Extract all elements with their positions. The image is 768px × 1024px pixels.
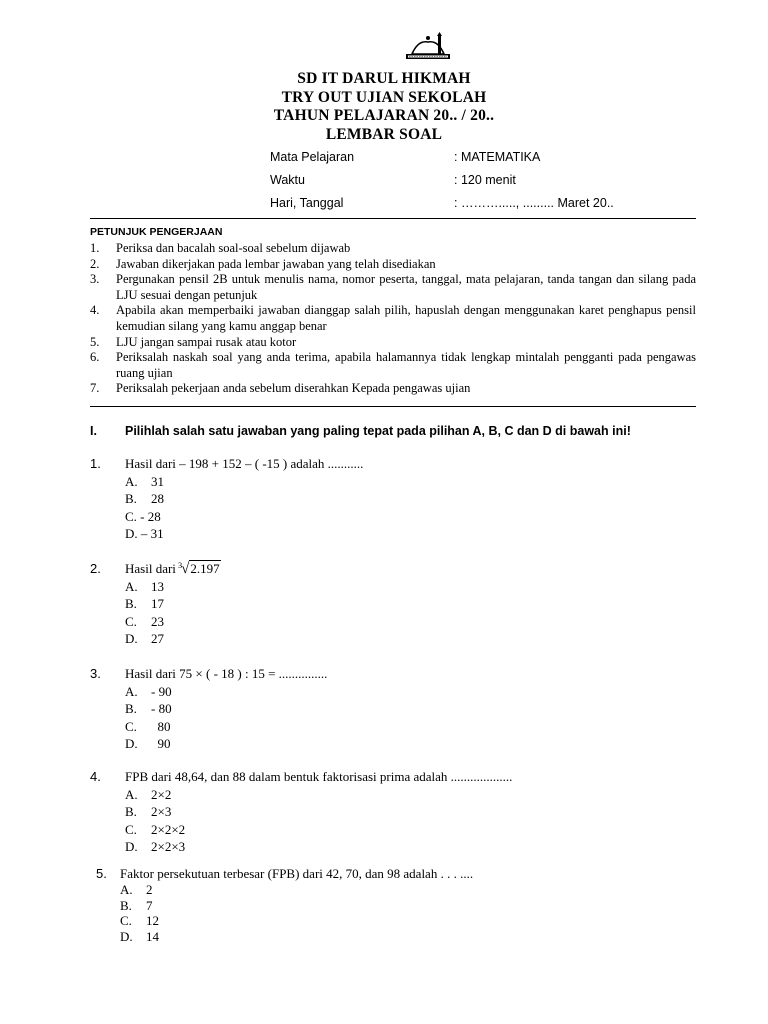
option-b: [125, 700, 172, 718]
radical-icon: √: [181, 561, 190, 577]
option-text: 14: [146, 929, 159, 945]
option-text: 2×2: [151, 786, 172, 802]
question-number: 2.: [90, 561, 101, 576]
instruction-number: 7.: [90, 381, 100, 396]
instruction-text: Pergunakan pensil 2B untuk menulis nama, nomor peserta, tanggal, mata pelajaran, tanda tangan dan silang pada LJU sesuai dengan petunjuk: [116, 272, 696, 302]
option-c: [125, 718, 171, 736]
option-letter: B.: [125, 491, 137, 507]
option-text: 2×2×3: [151, 839, 186, 855]
divider: [90, 406, 696, 407]
option-b: [125, 490, 164, 508]
instruction-item: [90, 303, 696, 334]
option-text: 23: [151, 613, 164, 629]
instruction-number: 1.: [90, 241, 100, 255]
option-d: [125, 630, 164, 648]
meta-value: : 120 menit: [454, 173, 516, 187]
option-letter: D.: [125, 839, 138, 855]
question-text: Hasil dari 75 × ( - 18 ) : 15 = ...............: [125, 666, 328, 681]
instruction-item: [90, 335, 696, 351]
option-letter: D.: [125, 736, 138, 752]
option-letter: B.: [120, 897, 132, 913]
option-d: [125, 735, 171, 753]
instruction-item: [90, 350, 696, 381]
option-text: 31: [151, 473, 164, 489]
school-name: SD IT DARUL HIKMAH: [297, 70, 471, 87]
question-text: Hasil dari – 198 + 152 – ( -15 ) adalah ...........: [125, 456, 364, 471]
option-text: 7: [146, 897, 153, 913]
meta-label: Mata Pelajaran: [270, 150, 355, 164]
academic-year: TAHUN PELAJARAN 20.. / 20..: [273, 107, 495, 124]
option-letter: A.: [125, 683, 138, 699]
instruction-text: Periksalah naskah soal yang anda terima, apabila halamannya tidak lengkap mintalah pengganti pada pengawas ruang ujian: [116, 350, 696, 380]
option-text: 28: [151, 491, 164, 507]
option-letter: D.: [120, 929, 133, 945]
root-index: 3: [178, 561, 183, 570]
instruction-text: Periksalah pekerjaan anda sebelum diserahkan Kepada pengawas ujian: [116, 381, 471, 396]
document-header: [0, 70, 768, 144]
option-text: - 90: [151, 683, 172, 699]
option-a: [125, 683, 172, 701]
section-text: Pilihlah salah satu jawaban yang paling tepat pada pilihan A, B, C dan D di bawah ini!: [125, 424, 631, 438]
school-logo-icon: [404, 32, 452, 64]
instruction-text: Periksa dan bacalah soal-soal sebelum dijawab: [116, 241, 351, 255]
instruction-number: 2.: [90, 256, 100, 271]
option-letter: C. -: [125, 508, 145, 524]
meta-value: : ………....., ......... Maret 20..: [454, 196, 614, 210]
instruction-number: 6.: [90, 350, 100, 365]
option-letter: C.: [120, 913, 132, 929]
question-number: 4.: [90, 769, 101, 784]
option-c: [125, 613, 164, 631]
option-b: [120, 898, 153, 914]
instruction-text: LJU jangan sampai rusak atau kotor: [116, 334, 297, 349]
option-letter: B.: [125, 804, 137, 820]
option-text: 28: [147, 508, 161, 524]
option-letter: C.: [125, 718, 137, 734]
option-letter: B.: [125, 596, 137, 612]
question-text: FPB dari 48,64, dan 88 dalam bentuk faktorisasi prima adalah ...................: [125, 769, 513, 784]
exam-title: TRY OUT UJIAN SEKOLAH: [281, 88, 487, 106]
option-a: [120, 882, 153, 898]
option-text: 17: [151, 596, 164, 612]
option-d: [125, 525, 164, 543]
meta-label: Hari, Tanggal: [270, 196, 344, 210]
option-letter: A.: [125, 473, 138, 489]
instruction-item: [90, 272, 696, 303]
cube-root-expression: [179, 560, 220, 579]
instruction-number: 5.: [90, 334, 100, 349]
instructions-list: [90, 241, 696, 397]
sheet-title: LEMBAR SOAL: [325, 125, 443, 143]
option-letter: D.: [125, 631, 138, 647]
option-b: [125, 595, 164, 613]
option-letter: B.: [125, 701, 137, 717]
option-letter: A.: [125, 578, 138, 594]
option-text: 12: [146, 913, 159, 929]
option-text: 2×3: [151, 804, 172, 820]
option-letter: D. –: [125, 526, 148, 542]
option-text: 27: [151, 631, 164, 647]
root-value: 2.197: [190, 561, 220, 576]
option-c: [125, 821, 185, 839]
instruction-text: Jawaban dikerjakan pada lembar jawaban yang telah disediakan: [116, 256, 436, 271]
option-text: 2×2×2: [151, 821, 186, 837]
option-d: [125, 838, 185, 856]
option-letter: A.: [125, 786, 138, 802]
divider: [90, 218, 696, 219]
instructions-title: PETUNJUK PENGERJAAN: [90, 226, 223, 238]
option-b: [125, 803, 171, 821]
instruction-text: Apabila akan memperbaiki jawaban dianggap salah pilih, hapuslah dengan menggunakan karet penghapus pensil kemudian silang yang kamu anggap benar: [116, 303, 696, 333]
meta-label: Waktu: [270, 173, 305, 187]
question-number: 3.: [90, 666, 101, 681]
option-text: 13: [151, 578, 164, 594]
question-prefix: Hasil dari: [125, 561, 176, 576]
option-c: [125, 508, 161, 526]
option-c: [120, 913, 159, 929]
question-text: [125, 560, 221, 579]
instruction-item: [90, 257, 696, 273]
option-letter: C.: [125, 821, 137, 837]
option-text: 90: [151, 736, 171, 752]
instruction-number: 3.: [90, 272, 100, 287]
instruction-number: 4.: [90, 303, 100, 318]
meta-value: : MATEMATIKA: [454, 150, 541, 164]
option-letter: A.: [120, 881, 133, 897]
option-a: [125, 786, 171, 804]
option-letter: C.: [125, 613, 137, 629]
instruction-item: [90, 241, 696, 257]
option-text: - 80: [151, 701, 172, 717]
instruction-item: [90, 381, 696, 397]
option-a: [125, 578, 164, 596]
option-text: 2: [146, 881, 153, 897]
question-number: 5.: [96, 866, 107, 881]
option-text: 31: [150, 526, 164, 542]
option-a: [125, 473, 164, 491]
question-text: Faktor persekutuan terbesar (FPB) dari 42, 70, dan 98 adalah . . . ....: [120, 866, 474, 881]
question-number: 1.: [90, 456, 101, 471]
section-number: I.: [90, 424, 97, 438]
option-d: [120, 929, 159, 945]
option-text: 80: [151, 718, 171, 734]
